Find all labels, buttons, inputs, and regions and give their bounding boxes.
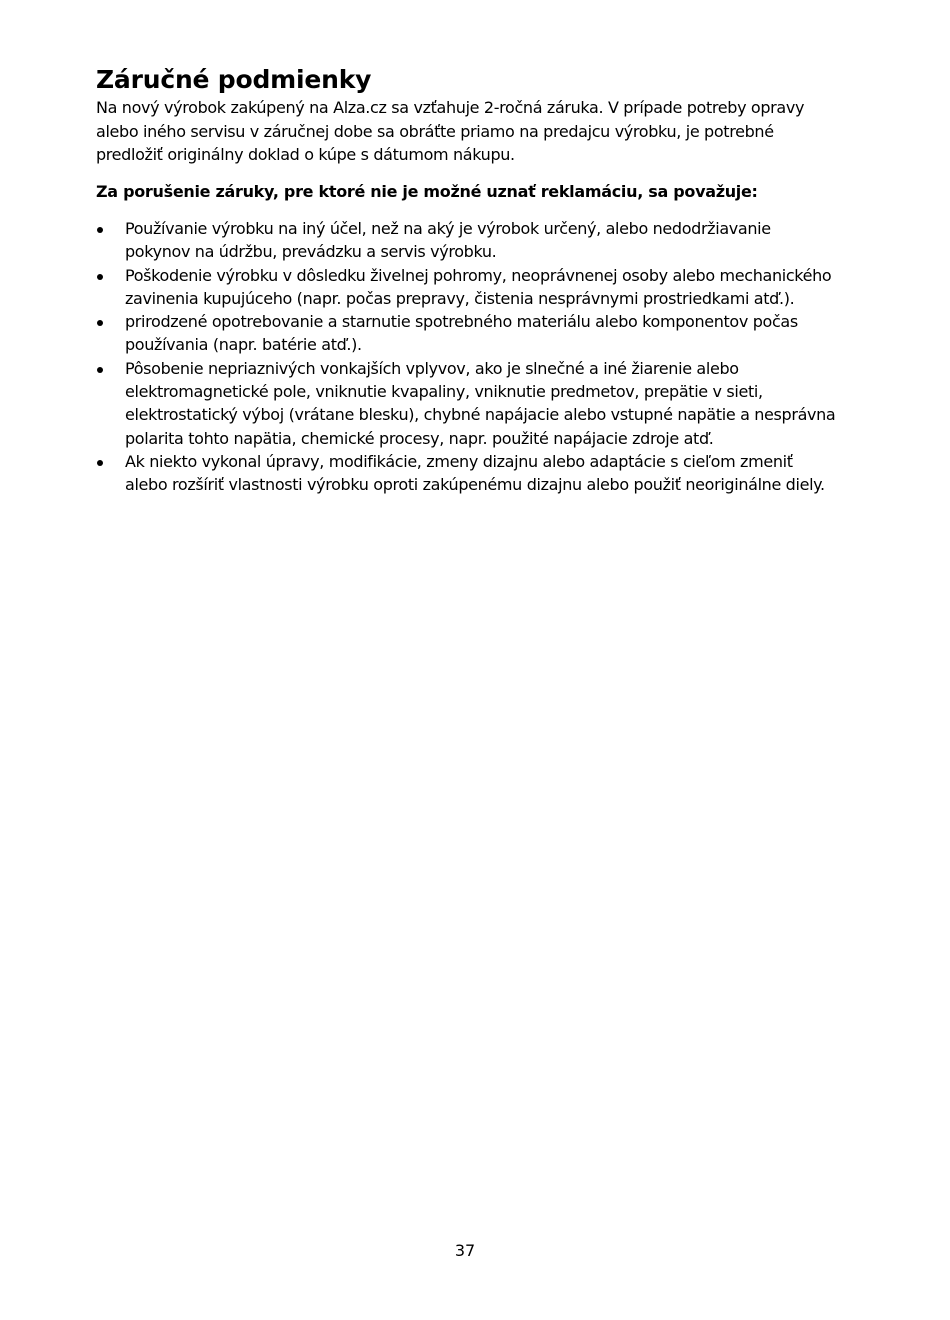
list-item — [96, 450, 836, 497]
page-title: Záručné podmienky — [96, 65, 372, 94]
warranty-exclusions-list — [96, 217, 836, 497]
list-item — [96, 357, 836, 450]
list-item-text: Pôsobenie nepriaznivých vonkajších vplyvov, ako je slnečné a iné žiarenie alebo elektromagnetické pole, vniknutie kvapaliny, vniknutie predmetov, prepätie v sieti, elektrostatický výboj (vrátane blesku), chybné napájacie alebo vstupné napätie a nesprávna polarita tohto napätia, chemické procesy, napr. použité napájacie zdroje atď. — [125, 358, 836, 448]
list-item — [96, 264, 836, 311]
section-subheading: Za porušenie záruky, pre ktoré nie je možné uznať reklamáciu, sa považuje: — [96, 181, 758, 201]
document-page — [96, 64, 836, 497]
list-item — [96, 217, 836, 264]
intro-paragraph: Na nový výrobok zakúpený na Alza.cz sa vzťahuje 2-ročná záruka. V prípade potreby opravy alebo iného servisu v záručnej dobe sa obráťte priamo na predajcu výrobku, je potrebné predložiť originálny doklad o kúpe s dátumom nákupu. — [96, 98, 805, 164]
list-item-text: Používanie výrobku na iný účel, než na aký je výrobok určený, alebo nedodržiavanie pokynov na údržbu, prevádzku a servis výrobku. — [125, 219, 771, 262]
list-item-text: Poškodenie výrobku v dôsledku živelnej pohromy, neoprávnenej osoby alebo mechanického zavinenia kupujúceho (napr. počas prepravy, čistenia nesprávnymi prostriedkami atď.). — [125, 265, 832, 308]
list-item-text: prirodzené opotrebovanie a starnutie spotrebného materiálu alebo komponentov počas používania (napr. batérie atď.). — [125, 312, 798, 355]
page-number: 37 — [454, 1241, 476, 1260]
list-item-text: Ak niekto vykonal úpravy, modifikácie, zmeny dizajnu alebo adaptácie s cieľom zmeniť alebo rozšíriť vlastnosti výrobku oproti zakúpenému dizajnu alebo použiť neoriginálne diely. — [125, 451, 825, 495]
list-item — [96, 310, 836, 357]
